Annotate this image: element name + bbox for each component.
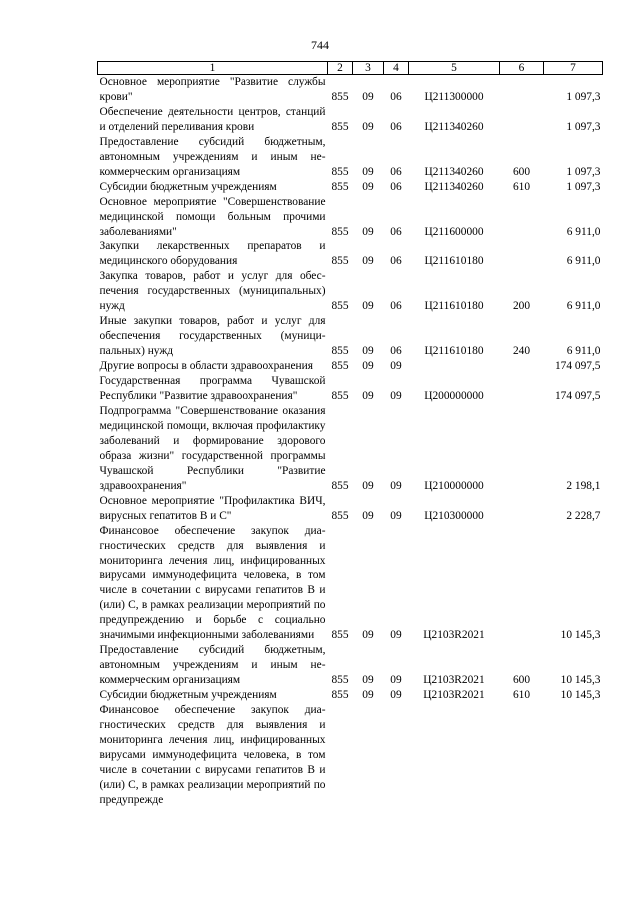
table-row [98, 494, 603, 524]
ministry-code-cell: 855 [331, 180, 349, 193]
expense-type-code-cell [500, 374, 544, 404]
item-name-cell: Иные закупки товаров, работ и услуг для обеспечения государственных (муниципальных) нужд [99, 315, 326, 358]
subsection-code-cell: 06 [390, 300, 402, 313]
page-number: 744 [311, 38, 329, 52]
subsection-code-cell: 09 [390, 390, 402, 403]
ministry-code-cell [328, 703, 353, 808]
amount-cell: 6 911,0 [566, 345, 601, 358]
section-code-cell: 09 [362, 345, 374, 358]
column-header: 3 [353, 62, 384, 75]
item-name-cell: Другие вопросы в области здравоохранения [99, 360, 313, 373]
column-header: 5 [409, 62, 500, 75]
target-article-code-cell: Ц210000000 [424, 479, 484, 492]
ministry-code-cell: 855 [331, 165, 349, 178]
target-article-code-cell: Ц2103R2021 [423, 689, 485, 702]
section-code-cell: 09 [362, 225, 374, 238]
expense-type-code-cell: 240 [512, 345, 531, 358]
section-code-cell: 09 [362, 360, 374, 373]
subsection-code-cell: 09 [390, 674, 402, 687]
item-name-cell: Государственная программа Чувашской Республики "Развитие здравоохранения" [99, 375, 326, 403]
item-name-cell: Субсидии бюджетным учреждениям [99, 180, 277, 193]
item-name-cell: Предоставление субсидий бюджетным, автономным учреждениям и иным некоммерческим организациям [99, 644, 326, 687]
column-header: 7 [544, 62, 603, 75]
target-article-code-cell: Ц211300000 [424, 90, 484, 103]
item-name-cell: Основное мероприятие "Развитие службы крови" [99, 76, 326, 103]
subsection-code-cell: 09 [390, 509, 402, 522]
table-body [98, 75, 603, 808]
expense-type-code-cell [500, 404, 544, 494]
target-article-code-cell: Ц211610180 [424, 345, 484, 358]
subsection-code-cell: 06 [390, 180, 402, 193]
expense-type-code-cell [500, 195, 544, 240]
target-article-code-cell: Ц211340260 [424, 180, 484, 193]
section-code-cell [353, 703, 384, 808]
amount-cell [544, 703, 603, 808]
amount-cell: 1 097,3 [566, 90, 601, 103]
subsection-code-cell: 09 [390, 629, 402, 642]
section-code-cell: 09 [362, 300, 374, 313]
target-article-code-cell: Ц211610180 [424, 255, 484, 268]
section-code-cell: 09 [362, 390, 374, 403]
table-row [98, 75, 603, 105]
target-article-code-cell: Ц211340260 [424, 165, 484, 178]
expense-type-code-cell: 200 [512, 300, 531, 313]
subsection-code-cell: 06 [390, 345, 402, 358]
table-row [98, 524, 603, 644]
expense-type-code-cell [500, 524, 544, 644]
section-code-cell: 09 [362, 689, 374, 702]
amount-cell: 10 145,3 [560, 674, 601, 687]
table-row [98, 688, 603, 703]
section-code-cell: 09 [362, 255, 374, 268]
amount-cell: 10 145,3 [560, 629, 601, 642]
subsection-code-cell: 06 [390, 120, 402, 133]
expense-type-code-cell [500, 105, 544, 135]
item-name-cell: Основное мероприятие "Профилактика ВИЧ, вирусных гепатитов В и С" [99, 494, 326, 522]
table-row [98, 180, 603, 195]
ministry-code-cell: 855 [331, 479, 349, 492]
table-row [98, 643, 603, 688]
amount-cell: 1 097,3 [566, 120, 601, 133]
column-header: 2 [328, 62, 353, 75]
subsection-code-cell: 09 [390, 360, 402, 373]
item-name-cell: Предоставление субсидий бюджетным, автономным учреждениям и иным некоммерческим организациям [99, 135, 326, 178]
ministry-code-cell: 855 [331, 674, 349, 687]
table-row [98, 703, 603, 808]
table-row [98, 195, 603, 240]
ministry-code-cell: 855 [331, 629, 349, 642]
expense-type-code-cell [500, 703, 544, 808]
target-article-code-cell: Ц211600000 [424, 225, 484, 238]
amount-cell: 6 911,0 [566, 300, 601, 313]
table-row [98, 105, 603, 135]
ministry-code-cell: 855 [331, 255, 349, 268]
target-article-code-cell: Ц211340260 [424, 120, 484, 133]
section-code-cell: 09 [362, 90, 374, 103]
amount-cell: 2 228,7 [566, 509, 601, 522]
item-name-cell: Основное мероприятие "Совершенствование медицинской помощи больным прочими заболеваниями" [99, 195, 326, 238]
section-code-cell: 09 [362, 180, 374, 193]
table-row [98, 374, 603, 404]
subsection-code-cell: 09 [390, 689, 402, 702]
table-row [98, 359, 603, 374]
subsection-code-cell: 06 [390, 255, 402, 268]
item-name-cell: Закупки лекарственных препаратов и медицинского оборудования [99, 240, 326, 268]
amount-cell: 10 145,3 [560, 689, 601, 702]
expense-type-code-cell: 600 [512, 674, 531, 687]
column-header: 4 [384, 62, 409, 75]
subsection-code-cell: 09 [390, 479, 402, 492]
section-code-cell: 09 [362, 629, 374, 642]
expense-type-code-cell [500, 494, 544, 524]
target-article-code-cell: Ц200000000 [424, 390, 484, 403]
section-code-cell: 09 [362, 120, 374, 133]
table-row [98, 404, 603, 494]
target-article-code-cell: Ц2103R2021 [423, 629, 485, 642]
target-article-code-cell: Ц2103R2021 [423, 674, 485, 687]
item-name-cell: Субсидии бюджетным учреждениям [99, 689, 277, 702]
ministry-code-cell: 855 [331, 300, 349, 313]
section-code-cell: 09 [362, 509, 374, 522]
table-row [98, 314, 603, 359]
item-name-cell: Обеспечение деятельности центров, станций и отделений переливания крови [99, 105, 326, 133]
budget-table [97, 61, 603, 808]
ministry-code-cell: 855 [331, 345, 349, 358]
section-code-cell: 09 [362, 479, 374, 492]
ministry-code-cell: 855 [331, 90, 349, 103]
amount-cell: 6 911,0 [566, 255, 601, 268]
table-header [98, 62, 603, 75]
ministry-code-cell: 855 [331, 225, 349, 238]
subsection-code-cell: 06 [390, 165, 402, 178]
item-name-cell: Финансовое обеспечение закупок диагностических средств для выявления и мониторинга лечения лиц, инфицированных вирусами иммунодефицита человека, в том числе в сочетании с вирусами гепатитов В и (или) С, в рамках реализации мероприятий по предупреждению и борьбе с социально значимыми инфекционными заболеваниями [99, 524, 326, 642]
expense-type-code-cell [500, 75, 544, 105]
ministry-code-cell: 855 [331, 689, 349, 702]
subsection-code-cell: 06 [390, 90, 402, 103]
amount-cell: 1 097,3 [566, 165, 601, 178]
target-article-code-cell: Ц210300000 [424, 509, 484, 522]
section-code-cell: 09 [362, 674, 374, 687]
ministry-code-cell: 855 [331, 360, 349, 373]
expense-type-code-cell: 600 [512, 165, 531, 178]
amount-cell: 2 198,1 [566, 479, 601, 492]
column-header: 6 [500, 62, 544, 75]
item-name-cell: Финансовое обеспечение закупок диагностических средств для выявления и мониторинга лечения лиц, инфицированных вирусами иммунодефицита человека, в том числе в сочетании с вирусами гепатитов В и (или) С, в рамках реализации мероприятий по предупрежде [99, 704, 326, 806]
amount-cell: 174 097,5 [554, 390, 601, 403]
table-row [98, 269, 603, 314]
table-row [98, 135, 603, 180]
target-article-code-cell [409, 703, 500, 808]
expense-type-code-cell: 610 [512, 180, 531, 193]
target-article-code-cell: Ц211610180 [424, 300, 484, 313]
item-name-cell: Закупка товаров, работ и услуг для обеспечения государственных (муниципальных) нужд [99, 270, 326, 313]
subsection-code-cell: 06 [390, 225, 402, 238]
column-header: 1 [98, 62, 328, 75]
ministry-code-cell: 855 [331, 120, 349, 133]
amount-cell: 6 911,0 [566, 225, 601, 238]
expense-type-code-cell [500, 359, 544, 374]
expense-type-code-cell [500, 239, 544, 269]
target-article-code-cell [409, 359, 500, 374]
ministry-code-cell: 855 [331, 509, 349, 522]
ministry-code-cell: 855 [331, 390, 349, 403]
section-code-cell: 09 [362, 165, 374, 178]
subsection-code-cell [384, 703, 409, 808]
amount-cell: 174 097,5 [554, 360, 601, 373]
amount-cell: 1 097,3 [566, 180, 601, 193]
expense-type-code-cell: 610 [512, 689, 531, 702]
table-row [98, 239, 603, 269]
item-name-cell: Подпрограмма "Совершенствование оказания медицинской помощи, включая профилактику заболеваний и формирование здорового образа жизни" государственной программы Чувашской Республики "Развитие здравоохранения" [99, 404, 326, 492]
